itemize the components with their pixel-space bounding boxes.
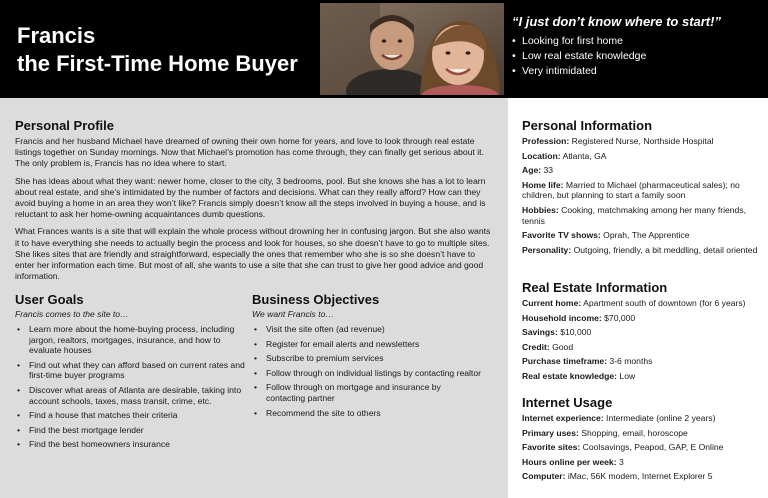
personal-information-section [522,118,764,259]
internet-usage-section [522,395,764,486]
list-item: • Visit the site often (ad revenue) [252,324,482,335]
info-row [522,180,764,201]
list-item: • Register for email alerts and newsletters [252,339,482,350]
info-key: Credit: [522,341,550,352]
info-row [522,413,764,424]
info-value: $10,000 [557,327,592,338]
user-goals-section [15,292,245,454]
personal-information-heading: Personal Information [522,118,653,133]
info-value: 3-6 months [607,356,653,367]
info-value: Intermediate (online 2 years) [603,413,716,423]
persona-quote: “I just don’t know where to start!” [512,14,721,29]
info-key: Current home: [522,298,582,308]
info-key: Internet experience: [522,413,604,423]
header-banner [0,0,768,98]
info-value: Coolsavings, Peapod, GAP, E Online [580,442,724,453]
info-key: Personality: [522,244,572,255]
info-key: Home life: [522,179,564,190]
persona-summary-list [512,34,762,79]
info-key: Age: [522,165,542,176]
summary-item: • Low real estate knowledge [512,49,762,64]
business-objectives-section [252,292,482,422]
info-value: Apartment south of downtown (for 6 years) [581,298,746,308]
info-key: Real estate knowledge: [522,370,618,381]
info-value: Married to Michael (pharmaceutical sales); no children, but planning to start a family soon [522,179,740,201]
list-item: • Discover what areas of Atlanta are desirable, taking into account schools, taxes, mass transit, crime, etc. [15,385,245,406]
list-item: • Recommend the site to others [252,408,482,419]
business-objectives-subtitle: We want Francis to… [252,309,334,319]
info-row [522,245,764,256]
info-value: Outgoing, friendly, a bit meddling, detail oriented [571,244,758,255]
info-value: Good [549,341,574,352]
info-value: Registered Nurse, Northside Hospital [569,136,714,146]
info-key: Savings: [522,327,558,338]
info-key: Primary uses: [522,427,579,438]
info-key: Profession: [522,136,570,146]
list-item: • Find out what they can afford based on current rates and first-time buyer programs [15,360,245,381]
real-estate-information-section [522,280,764,386]
info-key: Favorite sites: [522,442,581,453]
info-row [522,342,764,353]
info-value: $70,000 [601,312,636,323]
left-panel [0,98,508,498]
info-value: Low [617,370,636,381]
info-row [522,327,764,338]
list-item: • Follow through on mortgage and insurance by contacting partner [252,382,482,403]
persona-name-line2: the First-Time Home Buyer [17,51,298,76]
info-value: iMac, 56K modem, Internet Explorer 5 [565,471,713,482]
info-key: Location: [522,150,561,161]
summary-item: • Very intimidated [512,64,762,79]
user-goals-subtitle: Francis comes to the site to… [15,309,129,319]
personal-profile-heading: Personal Profile [15,118,114,133]
persona-photo [320,3,504,95]
info-value: 33 [541,165,554,176]
info-row [522,442,764,453]
info-key: Hours online per week: [522,456,617,467]
list-item: • Find the best homeowners insurance [15,439,245,450]
user-goals-list [15,324,245,450]
couple-photo-illustration [320,3,504,95]
business-objectives-heading: Business Objectives [252,292,380,307]
info-row [522,471,764,482]
info-value: Cooking, matchmaking among her many friends, tennis [522,204,747,226]
info-key: Household income: [522,312,602,323]
list-item: • Find the best mortgage lender [15,425,245,436]
persona-quote-box [512,14,762,79]
right-panel [508,98,768,498]
profile-paragraph: She has ideas about what they want: newer home, closer to the city, 3 bedrooms, pool. But she knows she has a lot to learn about real estate, and she’s intimidated by the number of factors and decisions. What can they really afford? How can they avoid buying a home in an area they won’t like? Francis simply doesn’t know all the steps involved in buying a house, and is reluctant to ask her home-owning acquaintances dumb questions. [15,175,486,220]
profile-paragraph: What Frances wants is a site that will explain the whole process without drowning her in confusing jargon. But she also wants it to have everything she needs to actually begin the process and look for houses, so she doesn’t have to go to multiple sites. She likes sites that are friendly and straightforward, especially the ones that remember who she is so she doesn’t have to enter her information each time. But most of all, she wants to use a site that she can trust to give her good advice and good information. [15,226,491,282]
info-value: Oprah, The Apprentice [600,230,690,241]
persona-name-line1: Francis [17,23,96,48]
info-key: Hobbies: [522,204,559,215]
info-value: Shopping, email, horoscope [578,427,688,438]
summary-item: • Looking for first home [512,34,762,49]
info-row [522,298,764,309]
info-row [522,205,764,226]
persona-name [17,22,298,78]
list-item: • Learn more about the home-buying process, including jargon, realtors, mortgages, insurance, and how to evaluate houses [15,324,245,356]
info-value: Atlanta, GA [560,150,607,161]
list-item: • Follow through on individual listings by contacting realtor [252,368,482,379]
info-key: Computer: [522,471,566,482]
list-item: • Find a house that matches their criteria [15,410,245,421]
info-row [522,165,764,176]
profile-paragraph: Francis and her husband Michael have dreamed of owning their own home for years, and love to look through real estate listings together on Sunday mornings. Now that Michael’s promotion has come through, they can finally get serious about it. The only problem is, Francis has no idea where to start. [15,136,484,169]
info-row [522,356,764,367]
real-estate-information-heading: Real Estate Information [522,280,668,295]
info-row [522,313,764,324]
info-key: Favorite TV shows: [522,230,601,241]
business-objectives-list [252,324,482,418]
info-row [522,371,764,382]
user-goals-heading: User Goals [15,292,84,307]
personal-profile-section [15,118,495,288]
info-value: 3 [616,456,624,467]
info-key: Purchase timeframe: [522,356,608,367]
list-item: • Subscribe to premium services [252,353,482,364]
info-row [522,230,764,241]
internet-usage-heading: Internet Usage [522,395,613,410]
info-row [522,136,764,147]
info-row [522,457,764,468]
info-row [522,428,764,439]
info-row [522,151,764,162]
